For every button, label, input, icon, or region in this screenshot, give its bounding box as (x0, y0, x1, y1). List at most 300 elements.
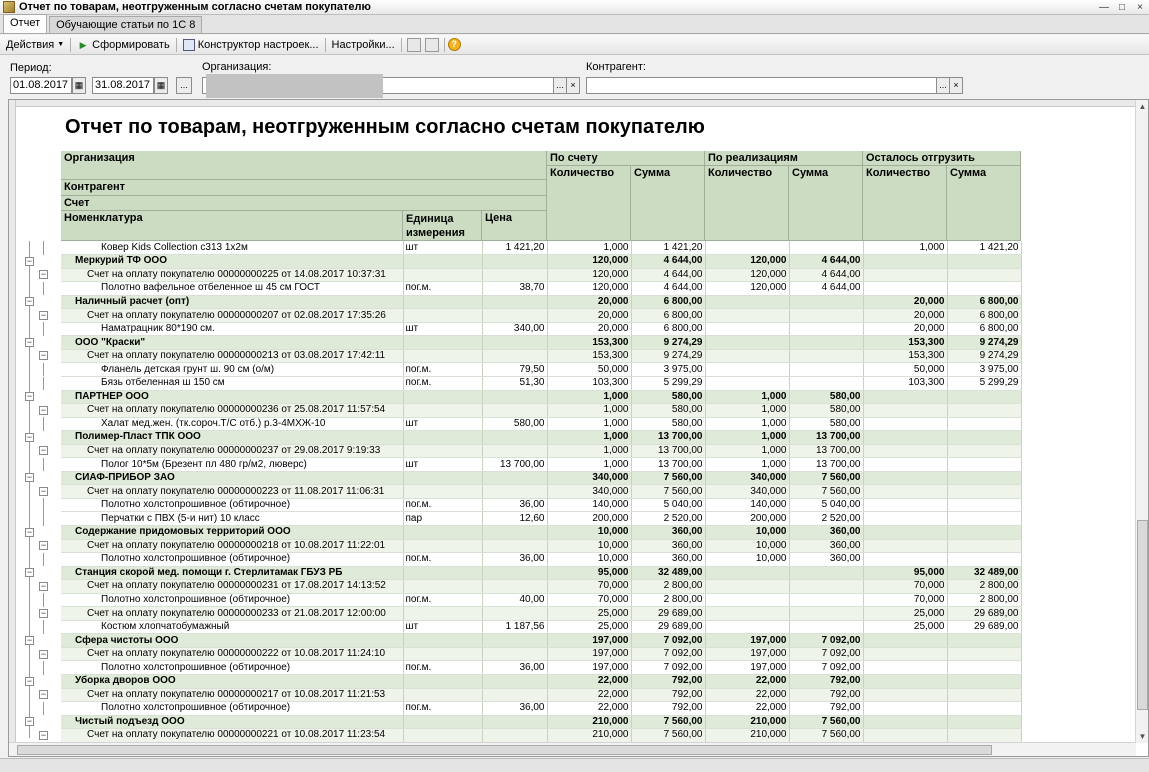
tree-line (43, 512, 44, 526)
collapse-group-icon[interactable]: − (40, 540, 47, 551)
item-row[interactable] (61, 376, 1021, 390)
cell-name: Чистый подъезд ООО (61, 715, 403, 729)
cell-price (482, 431, 547, 445)
cell-q3 (863, 390, 947, 404)
cell-q3 (863, 661, 947, 675)
cell-name: Наматрацник 80*190 см. (61, 322, 403, 336)
header-sum-remaining: Сумма (947, 166, 1021, 241)
cell-price: 1 187,56 (482, 620, 547, 634)
cell-unit: пог.м. (403, 702, 482, 716)
cell-s1: 792,00 (631, 702, 705, 716)
cell-s2 (789, 566, 863, 580)
item-row[interactable] (61, 322, 1021, 336)
cell-s2 (789, 336, 863, 350)
cell-s1: 5 299,29 (631, 376, 705, 390)
cell-q1: 153,300 (547, 349, 631, 363)
cell-price: 1 421,20 (482, 241, 547, 255)
cell-unit (403, 471, 482, 485)
cell-q1: 1,000 (547, 417, 631, 431)
tree-line (43, 498, 44, 512)
report-body (61, 241, 1021, 743)
chevron-down-icon: ▼ (57, 41, 65, 48)
cell-q1: 103,300 (547, 376, 631, 390)
cell-price: 79,50 (482, 363, 547, 377)
cell-s2: 792,00 (789, 702, 863, 716)
item-row[interactable] (61, 458, 1021, 472)
cell-q1: 20,000 (547, 295, 631, 309)
cell-name: Счет на оплату покупателю 00000000236 от 25.08.2017 11:57:54 (61, 404, 403, 418)
cell-unit (403, 485, 482, 499)
collapse-group-icon[interactable]: − (40, 580, 47, 591)
row-ruler (9, 100, 16, 756)
collapse-group-icon[interactable]: − (26, 336, 33, 347)
cell-price (482, 485, 547, 499)
cell-name: Меркурий ТФ ООО (61, 255, 403, 269)
contractor-row[interactable] (61, 675, 1021, 689)
cell-unit (403, 295, 482, 309)
cell-name: Станция скорой мед. помощи г. Стерлитамак ГБУЗ РБ (61, 566, 403, 580)
cell-q1: 153,300 (547, 336, 631, 350)
cell-q1: 197,000 (547, 647, 631, 661)
cell-s3: 6 800,00 (947, 309, 1021, 323)
cell-q1: 22,000 (547, 688, 631, 702)
cell-q3 (863, 404, 947, 418)
cell-q3: 103,300 (863, 376, 947, 390)
form-report-button[interactable] (74, 36, 173, 53)
toolbar-separator (401, 38, 402, 52)
redacted-area (206, 74, 383, 98)
cell-s2: 792,00 (789, 675, 863, 689)
cell-price (482, 471, 547, 485)
cell-q3 (863, 498, 947, 512)
collapse-group-icon[interactable]: − (40, 309, 47, 320)
cell-s3 (947, 715, 1021, 729)
cell-name: Счет на оплату покупателю 00000000237 от 29.08.2017 9:19:33 (61, 444, 403, 458)
cell-unit (403, 309, 482, 323)
cell-name: Счет на оплату покупателю 00000000233 от 21.08.2017 12:00:00 (61, 607, 403, 621)
period-select-button[interactable]: ... (176, 77, 192, 94)
invoice-row[interactable] (61, 729, 1021, 743)
cell-q1: 120,000 (547, 268, 631, 282)
window-titlebar (0, 0, 1149, 15)
cell-q1: 25,000 (547, 607, 631, 621)
collapse-group-icon[interactable]: − (26, 634, 33, 645)
cell-s3 (947, 729, 1021, 743)
cell-s1: 580,00 (631, 404, 705, 418)
item-row[interactable] (61, 417, 1021, 431)
cell-s1: 29 689,00 (631, 620, 705, 634)
cell-price (482, 607, 547, 621)
cell-s3 (947, 688, 1021, 702)
header-by-invoice: По счету (547, 151, 705, 166)
cell-name: Фланель детская грунт ш. 90 см (о/м) (61, 363, 403, 377)
collapse-group-icon[interactable]: − (26, 391, 33, 402)
cell-s1: 6 800,00 (631, 309, 705, 323)
cell-price (482, 688, 547, 702)
cell-q2 (705, 566, 789, 580)
date-to-input[interactable]: 31.08.2017 (92, 77, 154, 94)
cell-s1: 7 092,00 (631, 647, 705, 661)
contractor-row[interactable] (61, 525, 1021, 539)
contractor-row[interactable] (61, 634, 1021, 648)
cell-q3 (863, 702, 947, 716)
cell-q2: 1,000 (705, 444, 789, 458)
cell-q1: 1,000 (547, 431, 631, 445)
invoice-row[interactable] (61, 647, 1021, 661)
cell-q1: 25,000 (547, 620, 631, 634)
header-invoice: Счет (61, 196, 547, 211)
cell-q1: 1,000 (547, 404, 631, 418)
cell-name: Полотно холстопрошивное (обтирочное) (61, 702, 403, 716)
cell-s1: 7 560,00 (631, 729, 705, 743)
cell-q1: 340,000 (547, 485, 631, 499)
header-price: Цена (482, 211, 547, 241)
contractor-input[interactable] (586, 77, 937, 94)
cell-s3 (947, 553, 1021, 567)
cell-price (482, 634, 547, 648)
cell-unit (403, 729, 482, 743)
restore-button[interactable]: □ (1118, 1, 1126, 13)
horizontal-scrollbar[interactable] (9, 742, 1136, 756)
cell-q2: 22,000 (705, 702, 789, 716)
item-row[interactable] (61, 241, 1021, 255)
close-button[interactable]: × (1137, 1, 1143, 13)
item-row[interactable] (61, 593, 1021, 607)
cell-q1: 50,000 (547, 363, 631, 377)
cell-price: 340,00 (482, 322, 547, 336)
cell-q2: 1,000 (705, 431, 789, 445)
cell-s3: 29 689,00 (947, 607, 1021, 621)
tab-bar (0, 15, 1149, 34)
cell-q2 (705, 309, 789, 323)
collapse-group-icon[interactable]: − (40, 648, 47, 659)
item-row[interactable] (61, 363, 1021, 377)
status-bar (0, 758, 1149, 772)
cell-q2 (705, 620, 789, 634)
tree-line (43, 417, 44, 431)
collapse-group-icon[interactable]: − (40, 485, 47, 496)
cell-price (482, 255, 547, 269)
cell-q2: 10,000 (705, 539, 789, 553)
cell-price (482, 444, 547, 458)
cell-unit (403, 255, 482, 269)
header-by-sales: По реализациям (705, 151, 863, 166)
cell-s3: 9 274,29 (947, 336, 1021, 350)
contractor-row[interactable] (61, 566, 1021, 580)
header-qty-remaining: Количество (863, 166, 947, 241)
cell-s2: 13 700,00 (789, 444, 863, 458)
collapse-group-icon[interactable]: − (26, 716, 33, 727)
invoice-row[interactable] (61, 349, 1021, 363)
cell-s3: 29 689,00 (947, 620, 1021, 634)
cell-name: Халат мед.жен. (тк.сороч.Т/С отб.) р.3-4МХЖ-10 (61, 417, 403, 431)
contractor-row[interactable] (61, 715, 1021, 729)
header-qty-sales: Количество (705, 166, 789, 241)
tree-line (29, 241, 30, 738)
cell-price (482, 525, 547, 539)
scroll-down-icon[interactable]: ▼ (1138, 732, 1147, 741)
contractor-row[interactable] (61, 471, 1021, 485)
cell-unit: пог.м. (403, 282, 482, 296)
cell-q2: 340,000 (705, 485, 789, 499)
contractor-row[interactable] (61, 336, 1021, 350)
cell-s2: 580,00 (789, 404, 863, 418)
cell-s1: 9 274,29 (631, 349, 705, 363)
cell-q2: 22,000 (705, 688, 789, 702)
calendar-icon[interactable]: ▦ (72, 77, 86, 94)
collapse-group-icon[interactable]: − (40, 689, 47, 700)
cell-price (482, 309, 547, 323)
cell-name: Счет на оплату покупателю 00000000218 от 10.08.2017 11:22:01 (61, 539, 403, 553)
cell-s2: 580,00 (789, 417, 863, 431)
cell-price (482, 715, 547, 729)
cell-s1: 4 644,00 (631, 282, 705, 296)
cell-unit (403, 525, 482, 539)
invoice-row[interactable] (61, 444, 1021, 458)
tab-articles[interactable]: Обучающие статьи по 1С 8 (49, 16, 202, 33)
header-sum-sales: Сумма (789, 166, 863, 241)
organization-select-button[interactable]: ... (553, 77, 567, 94)
cell-q2: 210,000 (705, 715, 789, 729)
cell-q2 (705, 376, 789, 390)
cell-s3 (947, 485, 1021, 499)
cell-s1: 7 092,00 (631, 661, 705, 675)
constructor-icon (183, 39, 195, 51)
cell-price (482, 404, 547, 418)
cell-unit (403, 715, 482, 729)
cell-q2: 22,000 (705, 675, 789, 689)
cell-name: ООО "Краски" (61, 336, 403, 350)
organization-label: Организация: (202, 61, 272, 73)
cell-s2: 580,00 (789, 390, 863, 404)
cell-q1: 20,000 (547, 322, 631, 336)
cell-q2: 1,000 (705, 458, 789, 472)
contractor-clear-button[interactable]: × (949, 77, 963, 94)
horizontal-scroll-thumb[interactable] (17, 745, 992, 755)
cell-s2 (789, 309, 863, 323)
toolbar-separator (70, 38, 71, 52)
cell-unit (403, 688, 482, 702)
invoice-row[interactable] (61, 309, 1021, 323)
cell-s2: 360,00 (789, 525, 863, 539)
invoice-row[interactable] (61, 580, 1021, 594)
cell-name: Костюм хлопчатобумажный (61, 620, 403, 634)
cell-s2 (789, 376, 863, 390)
tree-line (43, 241, 44, 255)
cell-q3: 50,000 (863, 363, 947, 377)
item-row[interactable] (61, 661, 1021, 675)
cell-price (482, 566, 547, 580)
cell-name: Ковер Kids Collection с313 1х2м (61, 241, 403, 255)
invoice-row[interactable] (61, 485, 1021, 499)
settings-button[interactable] (329, 36, 398, 53)
cell-q3 (863, 512, 947, 526)
cell-s2: 4 644,00 (789, 255, 863, 269)
settings-label: Настройки... (331, 38, 395, 51)
report-title: Отчет по товарам, неотгруженным согласно счетам покупателю (65, 116, 705, 138)
date-from-input[interactable]: 01.08.2017 (10, 77, 72, 94)
actions-menu-button[interactable] (3, 36, 67, 53)
calendar-icon[interactable]: ▦ (154, 77, 168, 94)
cell-unit (403, 444, 482, 458)
cell-s2: 13 700,00 (789, 458, 863, 472)
cell-unit: шт (403, 620, 482, 634)
collapse-group-icon[interactable]: − (26, 526, 33, 537)
cell-s1: 29 689,00 (631, 607, 705, 621)
collapse-group-icon[interactable]: − (26, 431, 33, 442)
cell-q3: 20,000 (863, 309, 947, 323)
cell-q3 (863, 553, 947, 567)
contractor-select-button[interactable]: ... (936, 77, 950, 94)
cell-s2: 13 700,00 (789, 431, 863, 445)
restore-settings-icon[interactable] (425, 38, 439, 52)
invoice-row[interactable] (61, 268, 1021, 282)
cell-q3: 25,000 (863, 620, 947, 634)
cell-price (482, 729, 547, 743)
cell-unit (403, 336, 482, 350)
cell-s1: 5 040,00 (631, 498, 705, 512)
cell-s3 (947, 444, 1021, 458)
cell-s2: 4 644,00 (789, 282, 863, 296)
cell-name: Уборка дворов ООО (61, 675, 403, 689)
cell-q3 (863, 282, 947, 296)
constructor-label: Конструктор настроек... (197, 38, 319, 51)
invoice-row[interactable] (61, 607, 1021, 621)
cell-s3 (947, 255, 1021, 269)
cell-s3: 6 800,00 (947, 322, 1021, 336)
cell-q1: 1,000 (547, 444, 631, 458)
cell-q1: 210,000 (547, 715, 631, 729)
collapse-group-icon[interactable]: − (40, 607, 47, 618)
cell-s3 (947, 539, 1021, 553)
cell-name: Наличный расчет (опт) (61, 295, 403, 309)
collapse-group-icon[interactable]: − (26, 296, 33, 307)
report-spreadsheet[interactable] (8, 99, 1149, 757)
cell-unit (403, 580, 482, 594)
cell-s2 (789, 322, 863, 336)
cell-q1: 120,000 (547, 255, 631, 269)
cell-s1: 4 644,00 (631, 268, 705, 282)
cell-s3 (947, 390, 1021, 404)
organization-clear-button[interactable]: × (566, 77, 580, 94)
invoice-row[interactable] (61, 404, 1021, 418)
scroll-up-icon[interactable]: ▲ (1138, 102, 1147, 111)
vertical-scrollbar[interactable] (1135, 100, 1148, 743)
tree-line (43, 553, 44, 567)
contractor-row[interactable] (61, 255, 1021, 269)
tree-line (43, 282, 44, 296)
tab-report[interactable]: Отчет (3, 14, 47, 33)
invoice-row[interactable] (61, 539, 1021, 553)
collapse-group-icon[interactable]: − (26, 472, 33, 483)
cell-s2 (789, 607, 863, 621)
column-ruler (9, 100, 1136, 107)
cell-q1: 1,000 (547, 458, 631, 472)
cell-q2 (705, 322, 789, 336)
tree-line (43, 458, 44, 472)
cell-name: Полог 10*5м (Брезент пл 480 гр/м2, люверс) (61, 458, 403, 472)
contractor-row[interactable] (61, 431, 1021, 445)
tree-line (43, 322, 44, 336)
cell-price: 12,60 (482, 512, 547, 526)
cell-name: Счет на оплату покупателю 00000000207 от 02.08.2017 17:35:26 (61, 309, 403, 323)
vertical-scroll-thumb[interactable] (1137, 520, 1148, 710)
cell-s1: 4 644,00 (631, 255, 705, 269)
item-row[interactable] (61, 702, 1021, 716)
cell-price (482, 268, 547, 282)
help-icon[interactable]: ? (448, 38, 461, 51)
toolbar-separator (176, 38, 177, 52)
cell-q1: 70,000 (547, 580, 631, 594)
cell-name: Полотно холстопрошивное (обтирочное) (61, 661, 403, 675)
item-row[interactable] (61, 620, 1021, 634)
collapse-group-icon[interactable]: − (40, 729, 47, 740)
actions-label: Действия (6, 38, 55, 51)
cell-q2: 140,000 (705, 498, 789, 512)
cell-s2 (789, 241, 863, 255)
collapse-group-icon[interactable]: − (40, 269, 47, 280)
cell-s2 (789, 295, 863, 309)
save-settings-icon[interactable] (407, 38, 421, 52)
cell-q1: 10,000 (547, 553, 631, 567)
cell-unit: шт (403, 417, 482, 431)
cell-name: Полотно холстопрошивное (обтирочное) (61, 553, 403, 567)
cell-s3 (947, 525, 1021, 539)
cell-q3 (863, 675, 947, 689)
cell-s2: 5 040,00 (789, 498, 863, 512)
cell-s2: 792,00 (789, 688, 863, 702)
cell-price (482, 675, 547, 689)
item-row[interactable] (61, 282, 1021, 296)
contractor-label: Контрагент: (586, 61, 646, 73)
item-row[interactable] (61, 553, 1021, 567)
cell-s1: 7 560,00 (631, 485, 705, 499)
cell-price (482, 349, 547, 363)
item-row[interactable] (61, 498, 1021, 512)
cell-s1: 7 560,00 (631, 715, 705, 729)
cell-unit (403, 607, 482, 621)
cell-s3 (947, 498, 1021, 512)
minimize-button[interactable]: — (1099, 1, 1109, 13)
contractor-row[interactable] (61, 390, 1021, 404)
item-row[interactable] (61, 512, 1021, 526)
cell-s2: 4 644,00 (789, 268, 863, 282)
collapse-group-icon[interactable]: − (26, 255, 33, 266)
form-label: Сформировать (92, 38, 170, 51)
cell-q2 (705, 363, 789, 377)
cell-s3: 3 975,00 (947, 363, 1021, 377)
cell-q3: 95,000 (863, 566, 947, 580)
cell-unit (403, 647, 482, 661)
settings-constructor-button[interactable] (180, 36, 322, 53)
contractor-row[interactable] (61, 295, 1021, 309)
collapse-group-icon[interactable]: − (26, 675, 33, 686)
cell-q2: 10,000 (705, 525, 789, 539)
cell-q3 (863, 471, 947, 485)
cell-unit (403, 404, 482, 418)
cell-q2: 197,000 (705, 647, 789, 661)
collapse-group-icon[interactable]: − (40, 445, 47, 456)
cell-s2 (789, 349, 863, 363)
cell-q2 (705, 593, 789, 607)
cell-q2 (705, 241, 789, 255)
collapse-group-icon[interactable]: − (40, 404, 47, 415)
cell-q3 (863, 485, 947, 499)
invoice-row[interactable] (61, 688, 1021, 702)
cell-q2: 10,000 (705, 553, 789, 567)
collapse-group-icon[interactable]: − (40, 350, 47, 361)
collapse-group-icon[interactable]: − (26, 567, 33, 578)
